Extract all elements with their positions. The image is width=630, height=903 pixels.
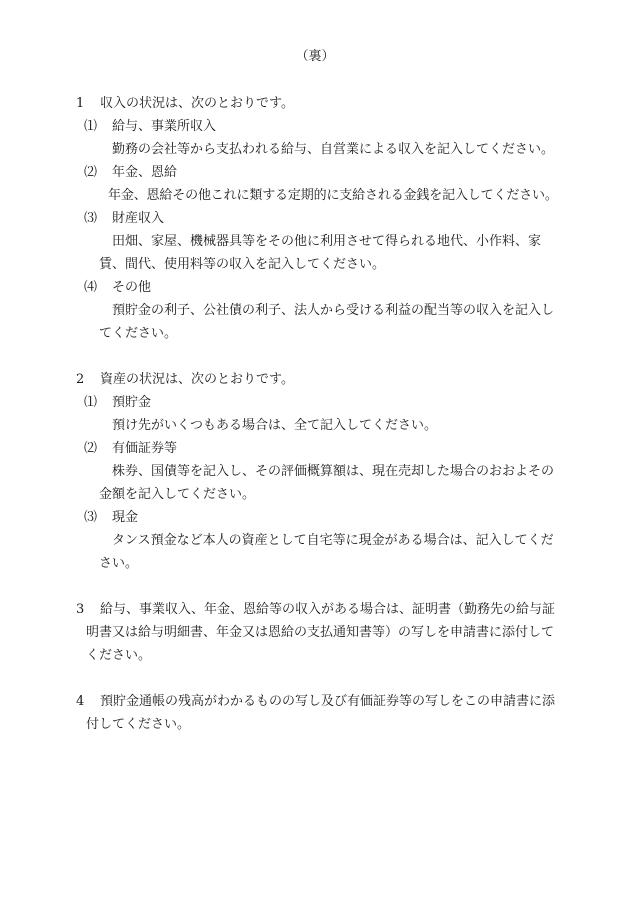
item-number: ⑵ <box>84 165 98 180</box>
item-heading-text: 現金 <box>112 510 139 525</box>
section-number: 1 <box>76 96 85 111</box>
section-income <box>76 92 562 345</box>
document-body <box>76 92 562 759</box>
page-title: （裏） <box>295 49 335 64</box>
item-heading-text: 有価証券等 <box>112 441 178 456</box>
item-body: 年金、恩給その他これに類する定期的に支給される金銭を記入してください。 <box>108 188 558 203</box>
item-number: ⑴ <box>84 395 98 410</box>
item-heading <box>76 207 562 230</box>
section-paragraph-text: 給与、事業収入、年金、恩給等の収入がある場合は、証明書（勤務先の給与証明書又は給与明細書、年金又は恩給の支払通知書等）の写しを申請書に添付してください。 <box>86 602 556 663</box>
section-paragraph-text: 預貯金通帳の残高がわかるものの写し及び有価証券等の写しをこの申請書に添付してください。 <box>86 694 556 732</box>
item-heading-text: 預貯金 <box>112 395 152 410</box>
section-heading-text: 収入の状況は、次のとおりです。 <box>100 96 294 111</box>
section-income-proof <box>76 598 562 667</box>
item-body: 勤務の会社等から支払われる給与、自営業による収入を記入してください。 <box>112 142 555 157</box>
item-heading <box>76 276 562 299</box>
section-paragraph <box>76 690 562 736</box>
item-heading <box>76 115 562 138</box>
item-number: ⑶ <box>84 211 98 226</box>
section-heading <box>76 368 562 391</box>
item-body: タンス預金など本人の資産として自宅等に現金がある場合は、記入してください。 <box>99 533 554 571</box>
section-number: 2 <box>76 372 85 387</box>
item-body: 預貯金の利子、公社債の利子、法人から受ける利益の配当等の収入を記入してください。 <box>99 303 555 341</box>
item-heading <box>76 391 562 414</box>
item-body: 預け先がいくつもある場合は、全て記入してください。 <box>112 418 438 433</box>
section-savings-proof <box>76 690 562 736</box>
section-heading-text: 資産の状況は、次のとおりです。 <box>100 372 294 387</box>
item-heading <box>76 161 562 184</box>
section-heading <box>76 92 562 115</box>
item-heading <box>76 437 562 460</box>
item-heading-text: 給与、事業所収入 <box>112 119 217 134</box>
item-number: ⑶ <box>84 510 98 525</box>
item-number: ⑵ <box>84 441 98 456</box>
section-assets <box>76 368 562 575</box>
item-number: ⑷ <box>84 280 98 295</box>
item-heading-text: その他 <box>112 280 152 295</box>
section-number: 4 <box>76 694 85 709</box>
item-heading-text: 財産収入 <box>112 211 165 226</box>
item-body: 株券、国債等を記入し、その評価概算額は、現在売却した場合のおおよその金額を記入してください。 <box>99 464 555 502</box>
item-number: ⑴ <box>84 119 98 134</box>
section-paragraph <box>76 598 562 667</box>
item-heading-text: 年金、恩給 <box>112 165 178 180</box>
item-body: 田畑、家屋、機械器具等をその他に利用させて得られる地代、小作料、家賃、間代、使用料等の収入を記入してください。 <box>99 234 542 272</box>
item-heading <box>76 506 562 529</box>
section-number: 3 <box>76 602 85 617</box>
